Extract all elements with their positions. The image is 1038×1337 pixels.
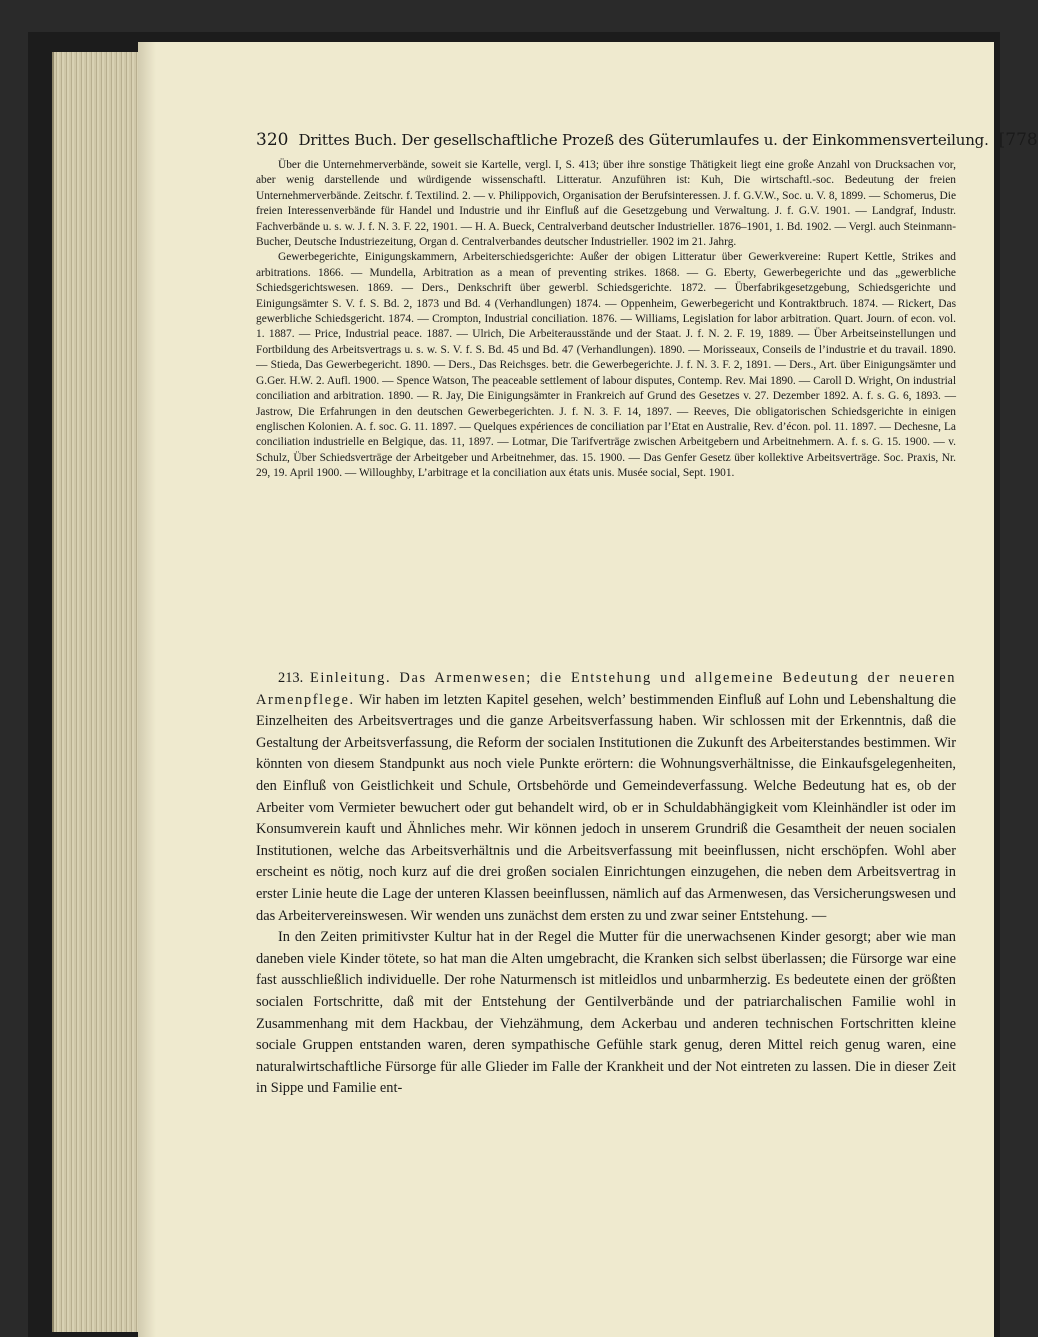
section-heading: Einleitung. Das Armenwesen; die Entstehung und allgemeine Bedeutung der neueren Armenpflege.	[256, 670, 956, 708]
page-edges	[52, 52, 142, 1332]
main-text	[256, 668, 956, 1100]
section-paragraph	[256, 668, 956, 927]
literature-notes	[256, 158, 956, 482]
page-number: 320	[256, 130, 289, 150]
bracket-page-number: [778	[998, 130, 1038, 150]
section-number: 213.	[278, 670, 304, 686]
paragraph-text: In den Zeiten primitivster Kultur hat in der Regel die Mutter für die unerwachsenen Kinder gesorgt; aber wie man daneben viele Kinder tötete, so hat man die Alten umgebracht, die Kranken sich selbst überlassen; die Fürsorge war eine fast ausschließlich individuelle. Der rohe Naturmensch ist mitleidlos und unbarmherzig. Es bedeutete einen der größten socialen Fortschritte, daß mit der Entstehung der Gentilverbände und der patriarchalischen Familie wohl in Zusammenhang mit dem Hackbau, der Viehzähmung, dem Ackerbau und anderen technischen Fortschritten kleine sociale Gruppen entstanden waren, deren sympathische Gefühle stark genug, deren Mittel reich genug waren, eine naturalwirtschaftliche Fürsorge für alle Glieder im Falle der Krankheit und der Not eintreten zu lassen. Die in dieser Zeit in Sippe und Familie ent-	[256, 929, 956, 1097]
note-paragraph: Über die Unternehmerverbände, soweit sie Kartelle, vergl. I, S. 413; über ihre sonstige Thätigkeit liegt eine große Anzahl von Drucksachen vor, aber wenig darstellende und würdigende wissenschaftl. Litteratur. Anzuführen ist: Kuh, Die wirtschaftl.-soc. Bedeutung der freien Unternehmerverbände. Zeitschr. f. Textilind. 2. — v. Philippovich, Organisation der Berufsinteressen. J. f. G.V.W., Soc. u. V. 8, 1899. — Schomerus, Die freien Interessenverbände für Handel und Industrie und ihr Einfluß auf die Gesetzgebung und Verwaltung. J. f. G.V. 1901. — Landgraf, Industr. Fachverbände u. s. w. J. f. N. 3. F. 22, 1901. — H. A. Bueck, Centralverband deutscher Industrieller. 1876–1901, 1. Bd. 1902. — Vergl. auch Steinmann-Bucher, Deutsche Industriezeitung, Organ d. Centralverbandes deutscher Industrieller. 1902 im 21. Jahrg.	[256, 159, 956, 249]
running-title: Drittes Buch. Der gesellschaftliche Prozeß des Güterumlaufes u. der Einkommensverteilung.	[298, 131, 989, 149]
note-paragraph: Gewerbegerichte, Einigungskammern, Arbeiterschiedsgerichte: Außer der obigen Litteratur über Gewerkvereine: Rupert Kettle, Strikes and arbitrations. 1866. — Mundella, Arbitration as a mean of preventing strikes. 1868. — G. Eberty, Gewerbegerichte und das „gewerbliche Schiedsgerichtswesen. 1869. — Ders., Denkschrift über gewerbl. Schiedsgerichte. 1872. — Überfabrikgesetzgebung, Schiedsgerichte und Einigungsämter S. V. f. S. Bd. 2, 1873 und Bd. 4 (Verhandlungen) 1874. — Oppenheim, Gewerbegericht und Kontraktbruch. 1874. — Rickert, Das gewerbliche Schiedsgericht. 1874. — Crompton, Industrial conciliation. 1876. — Williams, Legislation for labor arbitration. Quart. Journ. of econ. vol. 1. 1887. — Price, Industrial peace. 1887. — Ulrich, Die Arbeiterausstände und der Staat. J. f. N. 2. F. 19, 1889. — Über Arbeitseinstellungen und Fortbildung des Arbeitsvertrags u. s. w. S. V. f. S. Bd. 45 und Bd. 47 (Verhandlungen). 1890. — Morisseaux, Conseils de l’industrie et du travail. 1890. — Stieda, Das Gewerbegericht. 1890. — Ders., Das Reichsges. betr. die Gewerbegerichte. J. f. N. 3. F. 2, 1891. — Ders., Art. über Einigungsämter und G.Ger. H.W. 2. Aufl. 1900. — Spence Watson, The peaceable settlement of labour disputes, Contemp. Rev. Mai 1890. — Caroll D. Wright, On industrial conciliation and arbitration. 1890. — R. Jay, Die Einigungsämter in Frankreich auf Grund des Gesetzes v. 27. Dezember 1892. A. f. s. G. 6, 1893. — Jastrow, Die Erfahrungen in den deutschen Gewerbegerichten. J. f. N. 3. F. 14, 1897. — Reeves, Die obligatorischen Schiedsgerichte in einigen englischen Kolonien. A. f. soc. G. 11. 1897. — Quelques expériences de conciliation par l’Etat en Australie, Rev. d’écon. pol. 11. 1897. — Dechesne, La conciliation industrielle en Belgique, das. 11, 1897. — Lotmar, Die Tarifverträge zwischen Arbeitgebern und Arbeitnehmern. A. f. s. G. 15. 1900. — v. Schulz, Über Schiedsverträge der Arbeitgeber und Arbeitnehmer, das. 15. 1900. — Das Genfer Gesetz über kollektive Arbeitsverträge. Soc. Praxis, Nr. 29, 19. April 1900. — Willoughby, L’arbitrage et la conciliation aux états unis. Musée social, Sept. 1901.	[256, 251, 956, 480]
book-page	[138, 42, 1038, 1337]
paragraph-text: Wir haben im letzten Kapitel gesehen, welch’ bestimmenden Einfluß auf Lohn und Lebenshaltung die Einzelheiten des Arbeitsvertrages und die ganze Arbeitsverfassung haben. Wir schlossen mit der Erkenntnis, daß die Gestaltung der Arbeitsverfassung, die Reform der socialen Institutionen die Zukunft des Arbeiterstandes bestimmen. Wir könnten von diesem Standpunkt aus noch viele Punkte erörtern: die Wohnungsverhältnisse, die Einkaufsgelegenheiten, den Einfluß von Geistlichkeit und Schule, Ortsbehörde und Gemeindeverfassung. Welche Bedeutung hat es, ob der Arbeiter vom Vermieter bewuchert oder gut behandelt wird, ob er in Schuldabhängigkeit vom Kleinhändler ist oder im Konsumverein kauft und Ähnliches mehr. Wir können jedoch in unserem Grundriß die Gesamtheit der neuen socialen Institutionen, welche das Arbeitsverhältnis und die Arbeitsverfassung mit beeinflussen, nicht erschöpfen. Wohl aber erscheint es nötig, noch kurz auf die drei großen socialen Einrichtungen einzugehen, die neben dem Arbeitsvertrag in erster Linie heute die Lage der unteren Klassen beeinflussen, nämlich auf das Armenwesen, das Versicherungswesen und das Arbeitervereinswesen. Wir wenden uns zunächst dem ersten zu und zwar seiner Entstehung. —	[256, 691, 956, 924]
running-header	[256, 130, 1038, 150]
